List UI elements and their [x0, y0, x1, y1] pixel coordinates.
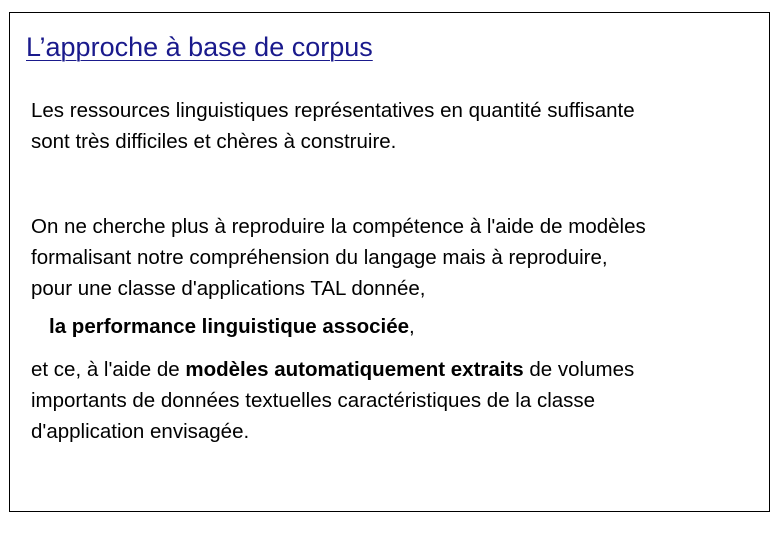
paragraph-competence	[31, 211, 761, 304]
emphasis-models: modèles automatiquement extraits	[185, 358, 524, 381]
emphasis-performance: la performance linguistique associée	[49, 315, 410, 338]
paragraph-line: d'application envisagée.	[31, 420, 250, 443]
line-suffix: de volumes	[523, 358, 635, 381]
paragraph-line	[31, 354, 761, 385]
paragraph-resources	[31, 95, 761, 157]
slide-title: L’approche à base de corpus	[26, 32, 373, 62]
paragraph-line: formalisant notre compréhension du langage mais à reproduire,	[31, 246, 608, 269]
paragraph-line: pour une classe d'applications TAL donnée,	[31, 277, 426, 300]
paragraph-line: sont très difficiles et chères à construire.	[31, 130, 397, 153]
paragraph-models	[31, 354, 761, 447]
paragraph-line: Les ressources linguistiques représentatives en quantité suffisante	[31, 99, 635, 122]
paragraph-line: On ne cherche plus à reproduire la compétence à l'aide de modèles	[31, 215, 646, 238]
paragraph-performance	[49, 311, 415, 342]
line-prefix: et ce, à l'aide de	[31, 358, 186, 381]
paragraph-line: importants de données textuelles caractéristiques de la classe	[31, 389, 596, 412]
trailing-comma: ,	[409, 315, 415, 338]
